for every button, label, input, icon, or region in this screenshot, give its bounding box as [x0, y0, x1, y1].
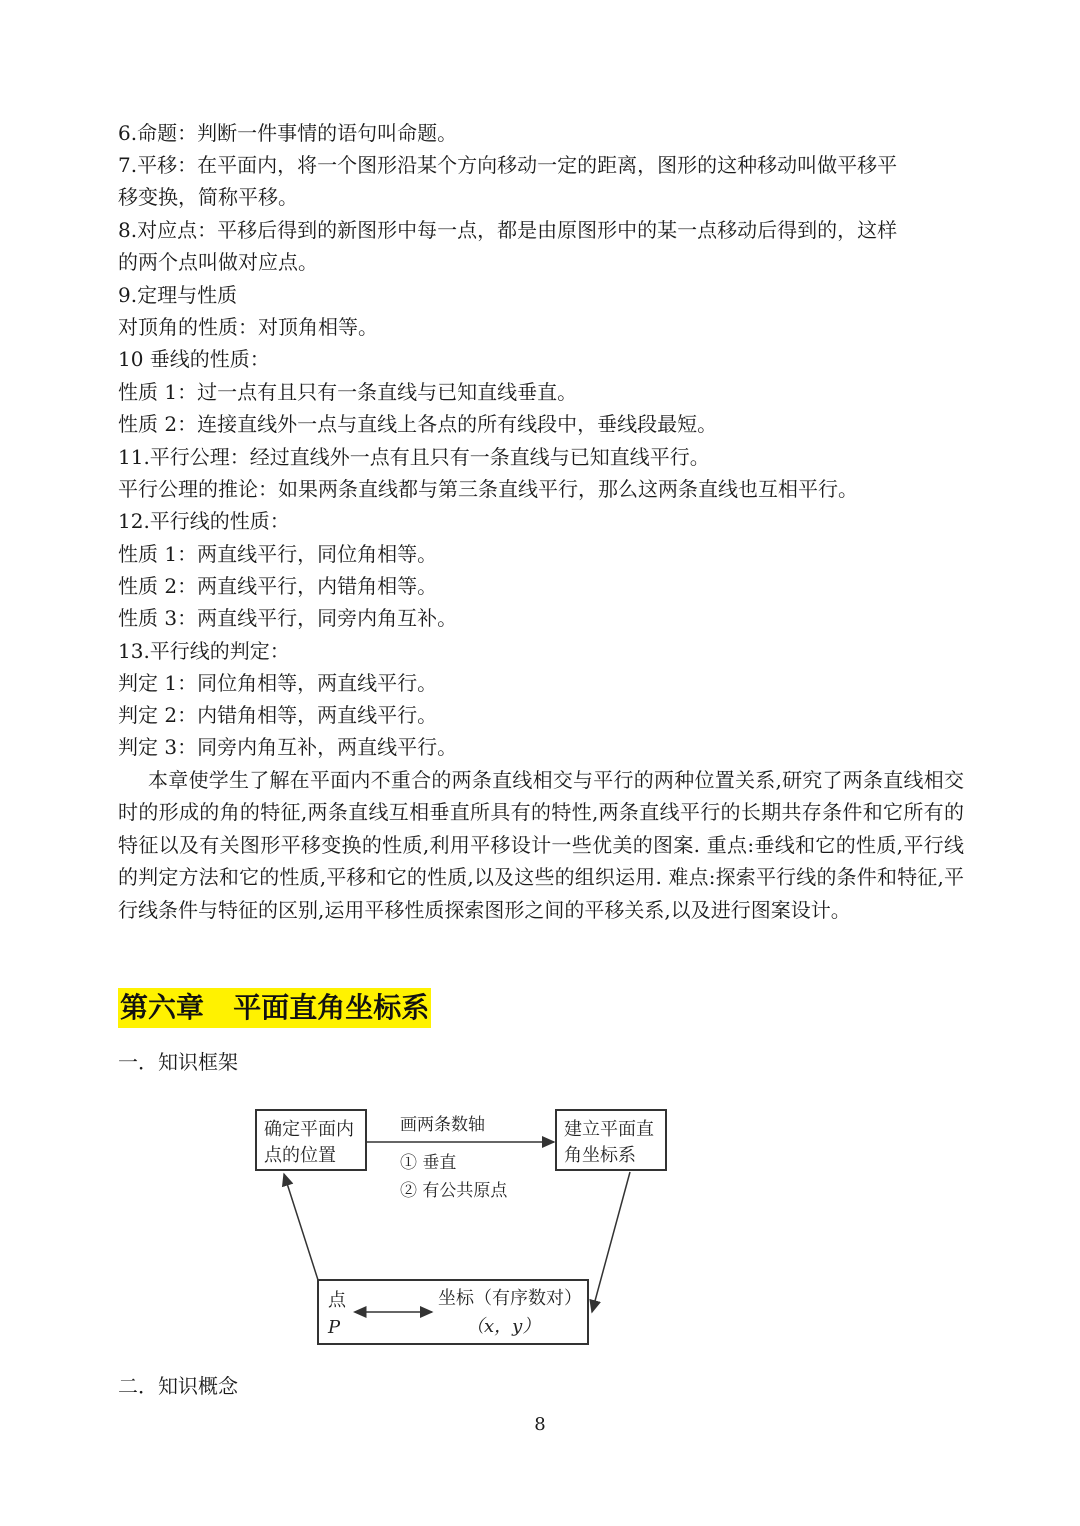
chapter-summary-paragraph: 本章使学生了解在平面内不重合的两条直线相交与平行的两种位置关系,研究了两条直线相交时的形成的角的特征,两条直线互相垂直所具有的特性,两条直线平行的长期共存条件和它所有的特征以及有关图形平移变换的性质,利用平移设计一些优美的图案. 重点:垂线和它的性质,平行线的判定方法和它的性质,平移和它的性质,以及这些的组织运用. 难点:探索平行线的条件和特征,平行线条件与特征的区别,运用平移性质探索图形之间的平移关系,以及进行图案设计。 — [118, 768, 964, 922]
box-right-line2: 角坐标系 — [564, 1145, 636, 1166]
text-line-7: 7.平移：在平面内，将一个图形沿某个方向移动一定的距离，图形的这种移动叫做平移平 — [118, 153, 898, 177]
text-line-13: 13.平行线的判定： — [118, 639, 290, 663]
condition-common-origin: ② 有公共原点 — [400, 1181, 508, 1201]
text-line-10-prop1: 性质 1：过一点有且只有一条直线与已知直线垂直。 — [118, 380, 578, 404]
box-right-line1: 建立平面直 — [564, 1119, 654, 1140]
text-line-12-prop1: 性质 1：两直线平行，同位角相等。 — [118, 542, 438, 566]
text-line-13-rule1: 判定 1：同位角相等，两直线平行。 — [118, 671, 438, 695]
text-line-7-cont: 移变换，简称平移。 — [118, 185, 298, 209]
knowledge-framework-diagram — [240, 1100, 680, 1360]
section-heading-framework: 一．知识框架 — [118, 1050, 238, 1074]
text-line-13-rule2: 判定 2：内错角相等，两直线平行。 — [118, 703, 438, 727]
box-left-line1: 确定平面内 — [264, 1119, 354, 1140]
text-line-12: 12.平行线的性质： — [118, 509, 290, 533]
bottom-point-label: 点 — [328, 1290, 346, 1311]
text-line-11: 11.平行公理：经过直线外一点有且只有一条直线与已知直线平行。 — [118, 445, 710, 469]
text-line-12-prop3: 性质 3：两直线平行，同旁内角互补。 — [118, 606, 458, 630]
text-line-9: 9.定理与性质 — [118, 283, 238, 307]
text-line-10: 10 垂线的性质： — [118, 347, 270, 371]
text-line-vertical-angles: 对顶角的性质：对顶角相等。 — [118, 315, 378, 339]
text-line-11-corollary: 平行公理的推论：如果两条直线都与第三条直线平行，那么这两条直线也互相平行。 — [118, 477, 858, 501]
arrow-bottom-to-left — [284, 1174, 318, 1280]
text-line-13-rule3: 判定 3：同旁内角互补，两直线平行。 — [118, 735, 458, 759]
text-line-8-cont: 的两个点叫做对应点。 — [118, 250, 318, 274]
bottom-coordinate-xy: （x，y） — [466, 1316, 541, 1337]
chapter-title: 第六章 平面直角坐标系 — [118, 988, 431, 1028]
bottom-coordinate-label: 坐标（有序数对） — [438, 1288, 582, 1309]
arrow-label: 画两条数轴 — [400, 1115, 485, 1135]
arrow-right-to-bottom — [592, 1172, 630, 1312]
section-heading-concepts: 二．知识概念 — [118, 1374, 238, 1398]
text-line-8: 8.对应点：平移后得到的新图形中每一点，都是由原图形中的某一点移动后得到的，这样 — [118, 218, 898, 242]
condition-perpendicular: ① 垂直 — [400, 1153, 457, 1173]
page-number: 8 — [534, 1414, 546, 1435]
bottom-point-P: P — [328, 1317, 341, 1338]
text-line-6: 6.命题：判断一件事情的语句叫命题。 — [118, 121, 458, 145]
box-left-line2: 点的位置 — [264, 1145, 336, 1166]
text-line-10-prop2: 性质 2：连接直线外一点与直线上各点的所有线段中，垂线段最短。 — [118, 412, 718, 436]
text-line-12-prop2: 性质 2：两直线平行，内错角相等。 — [118, 574, 438, 598]
diagram-svg — [240, 1100, 680, 1360]
